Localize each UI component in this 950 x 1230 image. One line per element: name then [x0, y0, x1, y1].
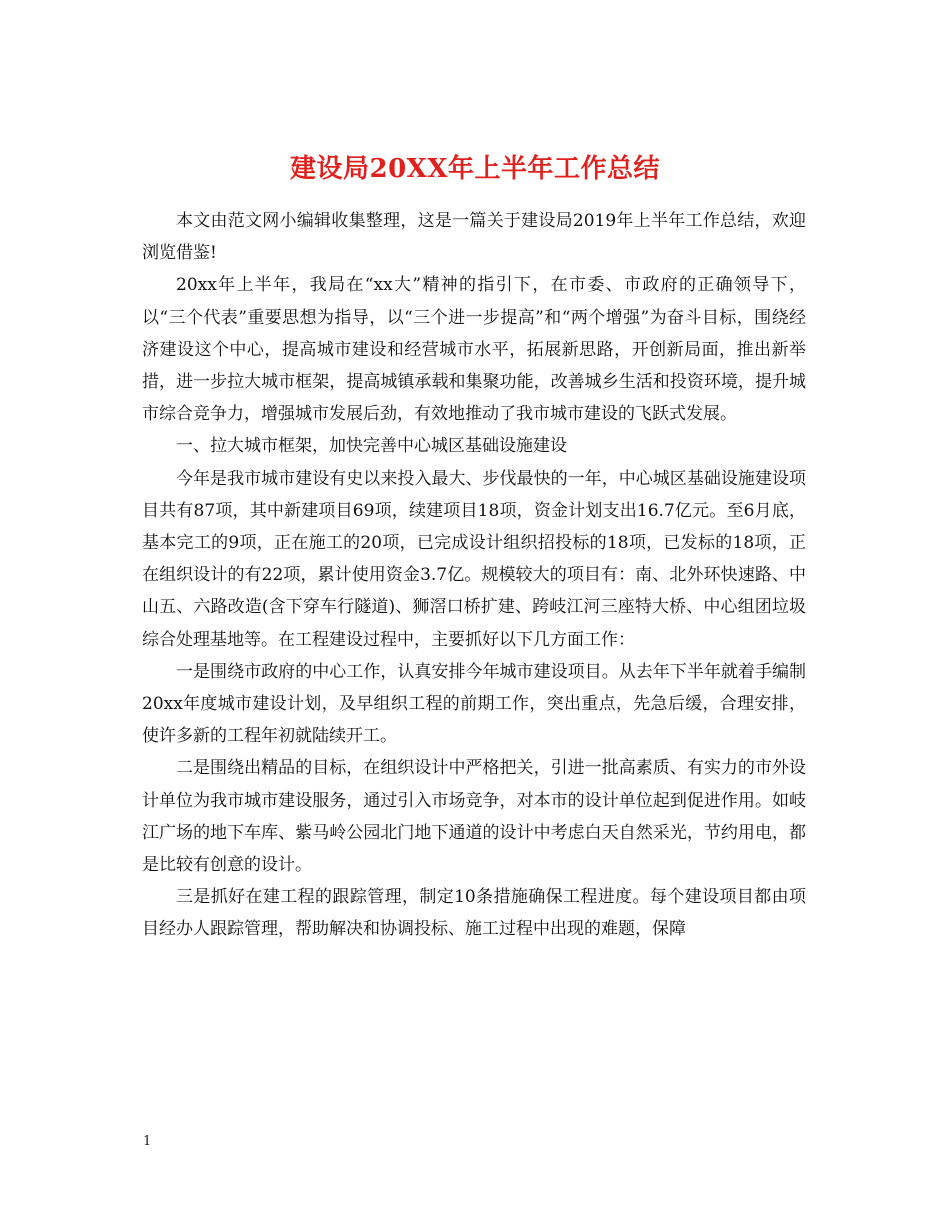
paragraph-point-1: 一是围绕市政府的中心工作，认真安排今年城市建设项目。从去年下半年就着手编制20xx年度城市建设计划，及早组织工程的前期工作，突出重点，先急后缓，合理安排，使许多新的工程年初就陆续开工。: [142, 661, 806, 747]
document-title: 建设局20XX年上半年工作总结: [289, 154, 661, 185]
paragraph-point-2: 二是围绕出精品的目标，在组织设计中严格把关，引进一批高素质、有实力的市外设计单位为我市城市建设服务，通过引入市场竞争，对本市的设计单位起到促进作用。如岐江广场的地下车库、紫马岭公园北门地下通道的设计中考虑白天自然采光，节约用电，都是比较有创意的设计。: [142, 758, 806, 876]
document-body: [142, 205, 806, 946]
page-number: 1: [143, 1134, 152, 1149]
paragraph-overview: 20xx年上半年，我局在“xx大”精神的指引下，在市委、市政府的正确领导下，以“三个代表”重要思想为指导，以“三个进一步提高”和“两个增强”为奋斗目标，围绕经济建设这个中心，提高城市建设和经营城市水平，拓展新思路，开创新局面，推出新举措，进一步拉大城市框架，提高城镇承载和集聚功能，改善城乡生活和投资环境，提升城市综合竞争力，增强城市发展后劲，有效地推动了我市城市建设的飞跃式发展。: [142, 275, 806, 425]
section-heading-1: 一、拉大城市框架，加快完善中心城区基础设施建设: [176, 436, 567, 457]
paragraph-point-3: 三是抓好在建工程的跟踪管理，制定10条措施确保工程进度。每个建设项目都由项目经办人跟踪管理，帮助解决和协调投标、施工过程中出现的难题，保障: [142, 887, 806, 940]
paragraph-projects: 今年是我市城市建设有史以来投入最大、步伐最快的一年，中心城区基础设施建设项目共有87项，其中新建项目69项，续建项目18项，资金计划支出16.7亿元。至6月底，基本完工的9项，正在施工的20项，已完成设计组织招投标的18项，已发标的18项，正在组织设计的有22项，累计使用资金3.7亿。规模较大的项目有：南、北外环快速路、中山五、六路改造(含下穿车行隧道)、狮滘口桥扩建、跨岐江河三座特大桥、中心组团垃圾综合处理基地等。在工程建设过程中，主要抓好以下几方面工作：: [142, 468, 806, 650]
paragraph-intro: 本文由范文网小编辑收集整理，这是一篇关于建设局2019年上半年工作总结，欢迎浏览借鉴!: [142, 211, 806, 264]
